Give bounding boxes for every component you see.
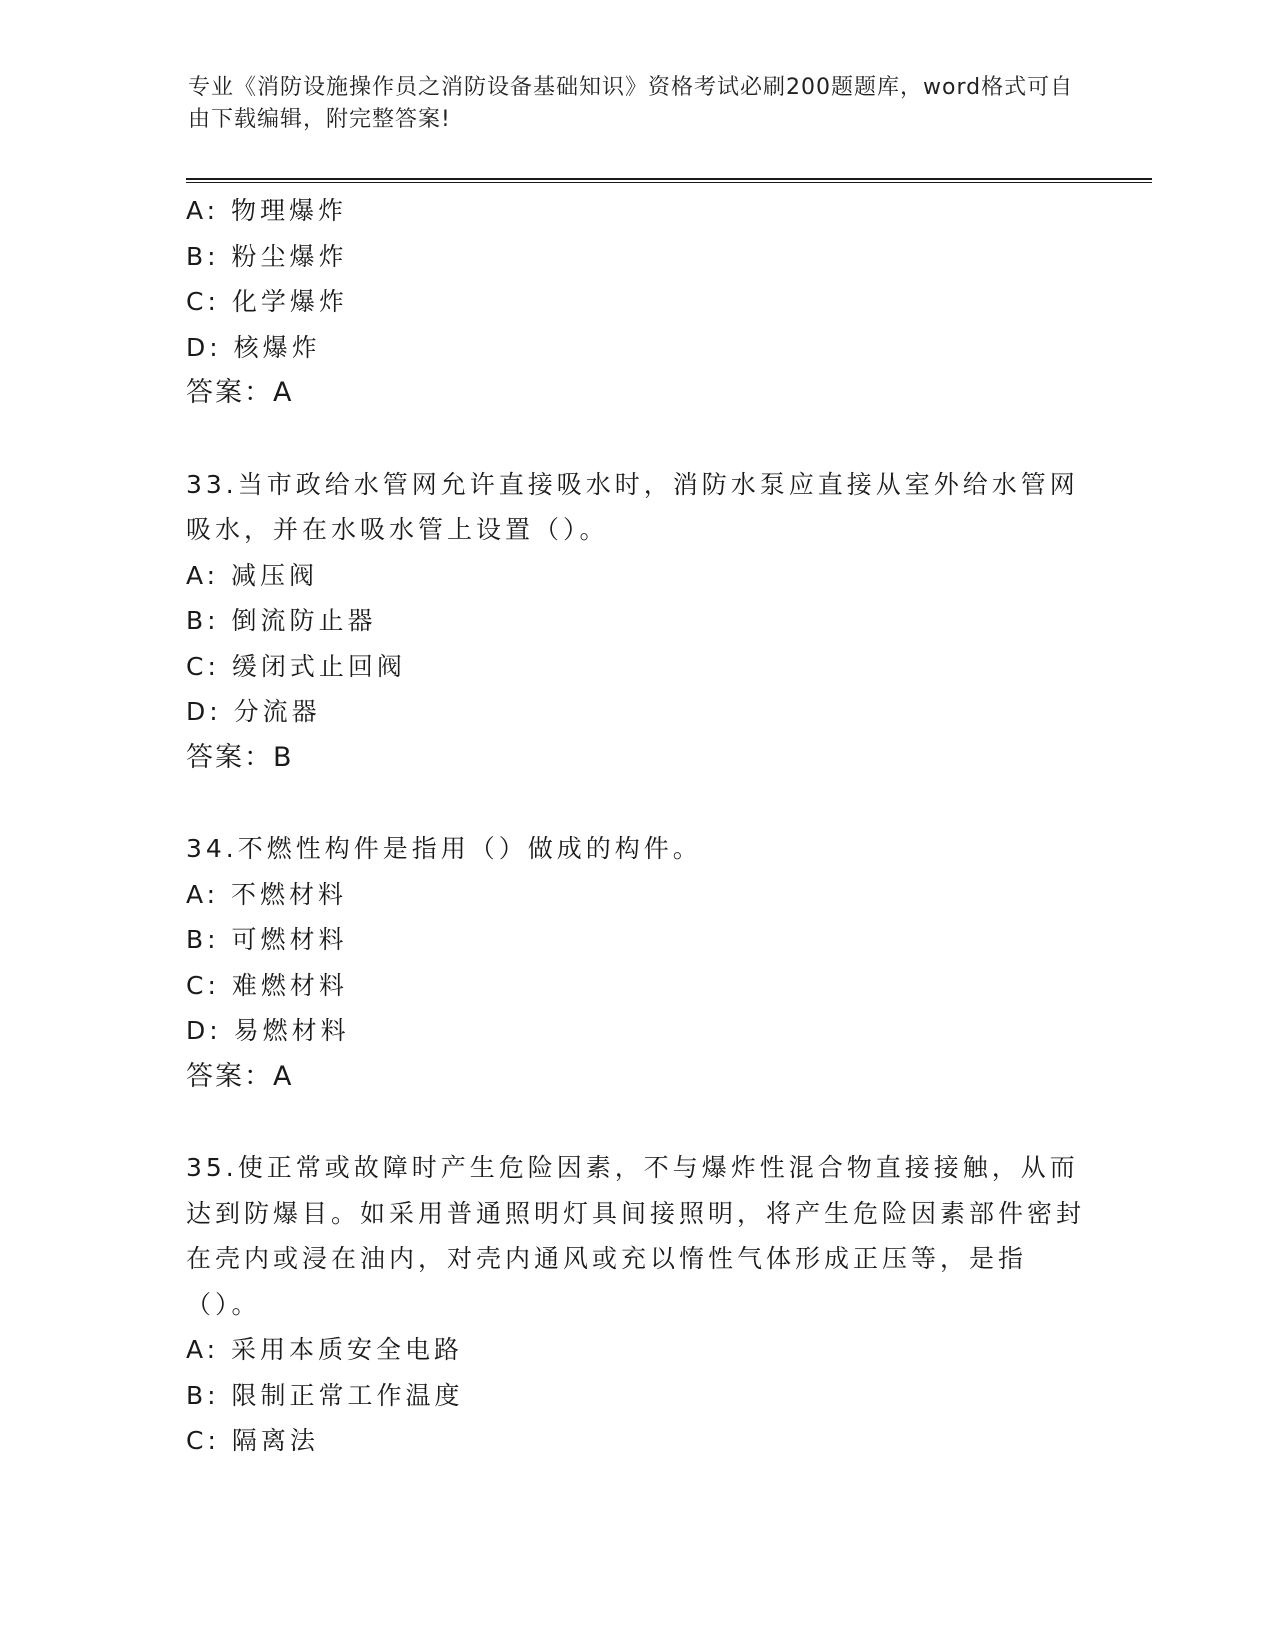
option-c: C: 缓闭式止回阀 [186,651,406,681]
question-32-partial [186,188,1086,416]
question-35 [186,1145,1086,1464]
option-a: A: 减压阀 [186,560,319,590]
answer-line: 答案：A [186,377,294,408]
option-a: A: 不燃材料 [186,879,348,909]
option-a: A: 采用本质安全电路 [186,1335,464,1364]
question-33 [186,462,1086,781]
option-b: B: 倒流防止器 [186,606,377,635]
option-d: D: 易燃材料 [186,1016,350,1045]
option-c: C: 难燃材料 [186,970,348,1000]
option-a: A: 物理爆炸 [186,196,348,225]
answer-line: 答案：A [186,1060,294,1092]
header-divider [186,178,1152,183]
page-header: 专业《消防设施操作员之消防设备基础知识》资格考试必刷200题题库，word格式可自由下载编辑，附完整答案! [188,75,1074,132]
question-stem: 34.不燃性构件是指用（）做成的构件。 [186,834,702,863]
option-c: C: 化学爆炸 [186,287,348,316]
question-list [186,188,1086,1464]
option-b: B: 限制正常工作温度 [186,1380,464,1410]
option-b: B: 粉尘爆炸 [186,241,348,271]
option-d: D: 核爆炸 [186,332,321,362]
question-stem: 33.当市政给水管网允许直接吸水时，消防水泵应直接从室外给水管网吸水，并在水吸水管上设置（）。 [186,469,1079,544]
question-stem: 35.使正常或故障时产生危险因素，不与爆炸性混合物直接接触，从而达到防爆目。如采用普通照明灯具间接照明，将产生危险因素部件密封在壳内或浸在油内，对壳内通风或充以惰性气体形成正压等，是指（）。 [186,1153,1086,1319]
answer-line: 答案：B [186,741,294,773]
option-d: D: 分流器 [186,697,321,726]
option-c: C: 隔离法 [186,1426,319,1455]
question-34 [186,826,1086,1099]
option-b: B: 可燃材料 [186,925,348,954]
